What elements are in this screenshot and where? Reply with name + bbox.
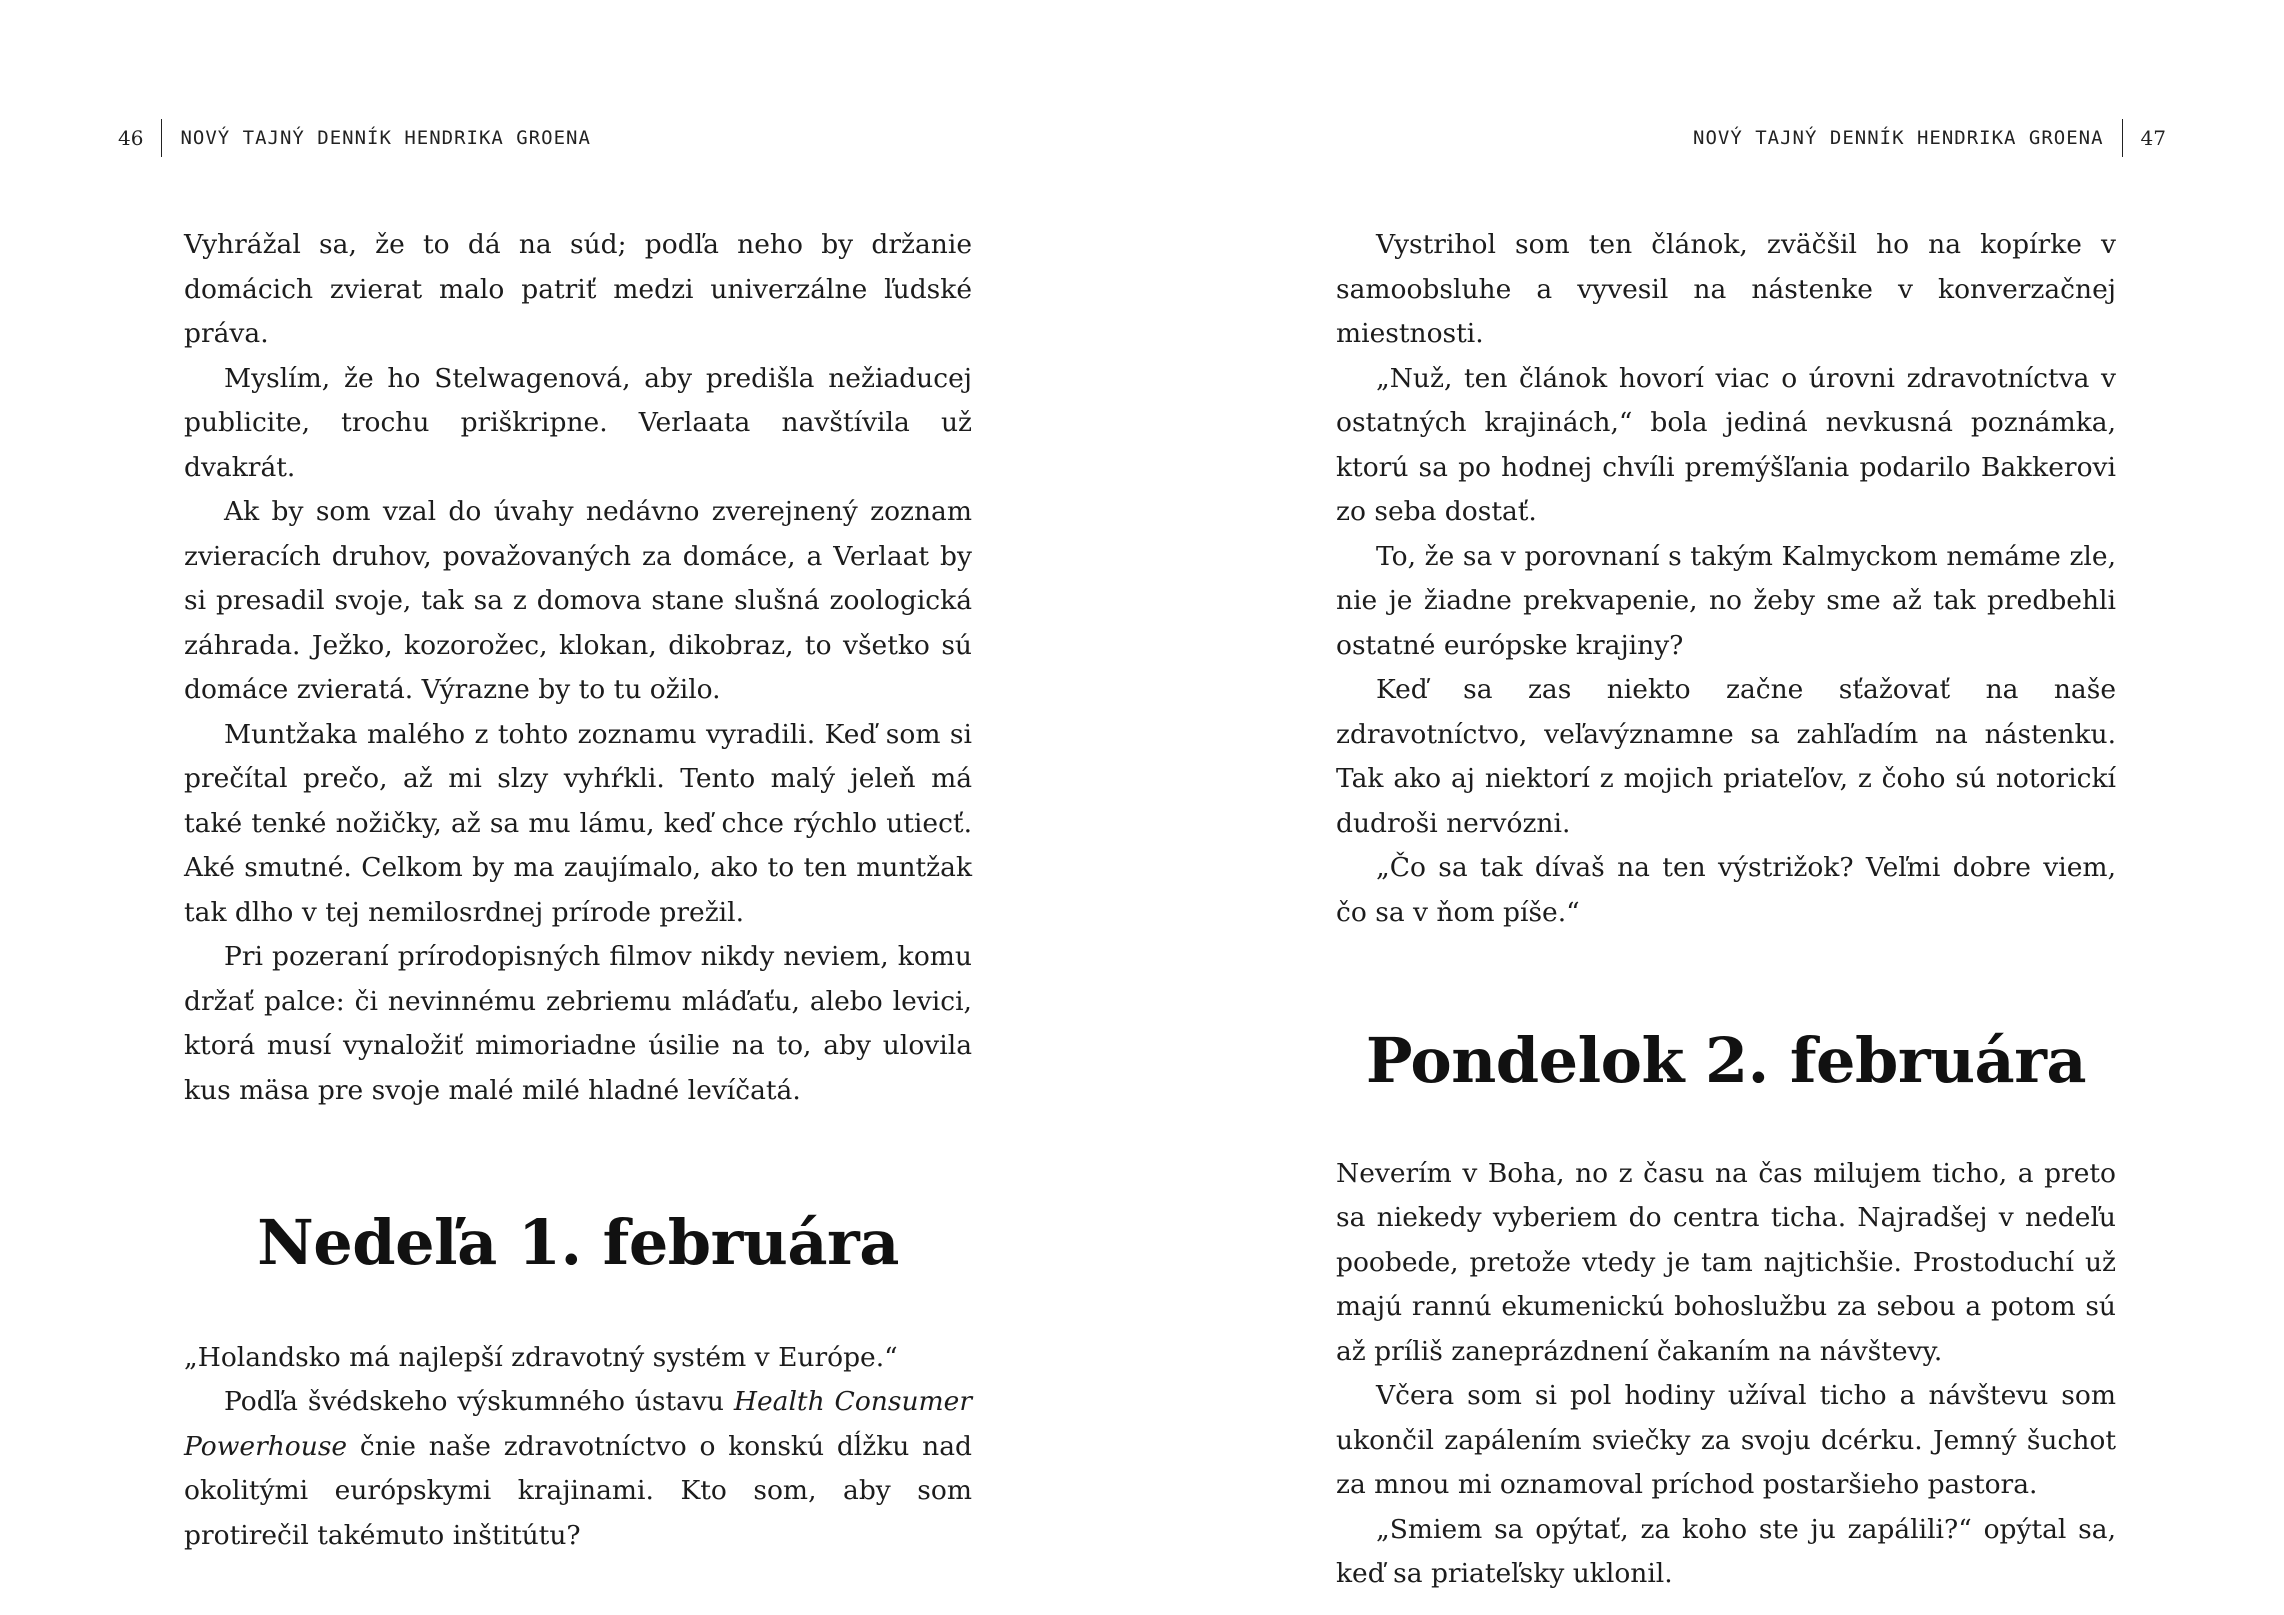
paragraph: To, že sa v porovnaní s takým Kalmyckom nemáme zle, nie je žiadne prekvapenie, no žeby sme až tak predbehli ostatné európske krajiny? [1336,540,2116,661]
paragraph: Vyhrážal sa, že to dá na súd; podľa neho by držanie domácich zvierat malo patriť medzi univerzálne ľudské práva. [184,229,972,349]
text-block-left [184,223,972,1558]
running-head-right [1693,118,2166,158]
running-head-left [118,118,591,158]
paragraph: Pri pozeraní prírodopisných filmov nikdy neviem, komu držať palce: či nevinnému zebriemu mláďaťu, alebo levici, ktorá musí vynaložiť mimoriadne úsilie na to, aby ulovila kus mäsa pre svoje malé milé hladné levíčatá. [184,941,972,1106]
page-number-right: 47 [2140,126,2166,150]
paragraph: „Smiem sa opýtať, za koho ste ju zapálili?“ opýtal sa, keď sa priateľsky uklonil. [1336,1513,2116,1589]
paragraph: Včera som si pol hodiny užíval ticho a návštevu som ukončil zapálením sviečky za svoju dcérku. Jemný šuchot za mnou mi oznamoval príchod postaršieho pastora. [1336,1380,2116,1500]
paragraph: Keď sa zas niekto začne sťažovať na naše zdravotníctvo, veľavýznamne sa zahľadím na nástenku. Tak ako aj niektorí z mojich priateľov, z čoho sú notorickí dudroši nervózni. [1336,674,2116,839]
paragraph [184,1380,972,1558]
opening-quote: „Holandsko má najlepší zdravotný systém v Európe.“ [184,1341,898,1373]
right-page [1142,0,2284,1615]
paragraph-text: Podľa švédskeho výskumného ústavu [224,1386,734,1417]
paragraph: Muntžaka malého z tohto zoznamu vyradili. Keď som si prečítal prečo, až mi slzy vyhŕkli. Tento malý jeleň má také tenké nožičky, až sa mu lámu, keď chce rýchlo utiecť. Aké smutné. Celkom by ma zaujímalo, ako to ten muntžak tak dlho v tej nemilosrdnej prírode prežil. [184,718,972,928]
book-title-left: NOVÝ TAJNÝ DENNÍK HENDRIKA GROENA [180,127,591,149]
paragraph: Neverím v Boha, no z času na čas milujem ticho, a preto sa niekedy vyberiem do centra ticha. Najradšej v nedeľu poobede, pretože vtedy je tam najtichšie. Prostoduchí už majú rannú ekumenickú bohoslužbu za sebou a potom sú až príliš zaneprázdnení čakaním na návštevy. [1336,1157,2116,1367]
paragraph: „Nuž, ten článok hovorí viac o úrovni zdravotníctva v ostatných krajinách,“ bola jediná nevkusná poznámka, ktorú sa po hodnej chvíli premýšľania podarilo Bakkerovi zo seba dostať. [1336,362,2116,527]
paragraph: „Čo sa tak dívaš na ten výstrižok? Veľmi dobre viem, čo sa v ňom píše.“ [1336,852,2116,928]
paragraph-text: čnie naše zdravotníctvo o konskú dĺžku nad okolitými európskymi krajinami. Kto som, aby som protirečil takémuto inštitútu? [184,1430,972,1551]
header-divider-right [2122,119,2123,157]
chapter-heading-monday: Pondelok 2. februára [1365,1024,2087,1097]
paragraph: Myslím, že ho Stelwagenová, aby predišla nežiaducej publicite, trochu priškripne. Verlaata navštívila už dvakrát. [184,362,972,483]
book-title-right: NOVÝ TAJNÝ DENNÍK HENDRIKA GROENA [1693,127,2104,149]
text-block-right [1336,223,2116,1597]
paragraph: Vystrihol som ten článok, zväčšil ho na kopírke v samoobsluhe a vyvesil na nástenke v konverzačnej miestnosti. [1336,229,2116,349]
header-divider-left [161,119,162,157]
chapter-heading-sunday: Nedeľa 1. februára [257,1206,899,1279]
page-number-left: 46 [118,126,144,150]
italic-institute-name: Health Consumer Powerhouse [184,1386,972,1462]
paragraph: Ak by som vzal do úvahy nedávno zverejnený zoznam zvieracích druhov, považovaných za domáce, a Verlaat by si presadil svoje, tak sa z domova stane slušná zoologická záhrada. Ježko, kozorožec, klokan, dikobraz, to všetko sú domáce zvieratá. Výrazne by to tu ožilo. [184,496,972,705]
